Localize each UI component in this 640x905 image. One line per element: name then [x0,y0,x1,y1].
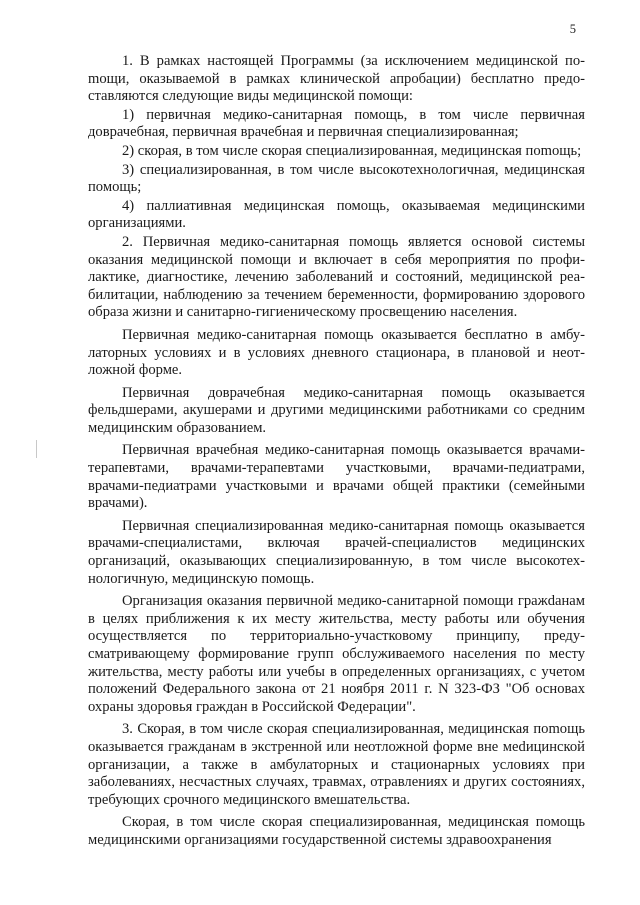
paragraph-pre-doctor-care: Первичная доврачебная медико-санитарная помощь оказывается фельдшерами, акушерами и другими медицинскими работниками со средним медицинским образованием. [88,384,585,436]
paragraph-specialist-care: Первичная специализированная медико-санитарная помощь оказывается врачами-специалистами, включая врачей-специалистов медицинских организаций, оказывающих специализированную, в том числе высокотехнологичную, медицинскую помощь. [88,517,585,587]
paragraph-program-scope: 1. В рамках настоящей Программы (за исключением медицинской поmощи, оказываемой в рамках клинической апробации) бесплатно предоставляются следующие виды медицинской помощи: [88,53,585,105]
paragraph-care-organization: Организация оказания первичной медико-санитарной помощи гражdанам в целях приближения к их месту жительства, месту работы или обучения осуществляется по территориально-участковому принципу, предусматривающему формирование групп обслуживаемого населения по месту жительства, месту работы или учебы в определенных организациях, с учетом положений Федерального закона от 21 ноября 2011 г. N 323-ФЗ "Об основах охраны здоровья граждан в Российской Федерации". [88,593,585,715]
paragraph-emergency-care-continued: Скорая, в том числе скорая специализированная, медицинская помощь медицинскими организациями государственной системы здравоохранения [88,814,585,848]
document-body [88,53,585,851]
paragraph-doctor-care: Первичная врачебная медико-санитарная помощь оказывается врачами-терапевтами, врачами-терапевтами участковыми, врачами-педиатрами, врачами-педиатрами участковыми и врачами общей практики (семейными врачами). [88,442,585,512]
page-number: 5 [569,22,576,36]
list-item-primary-care: 1) первичная медико-санитарная помощь, в том числе первичная доврачебная, первичная врачебная и первичная специализированная; [88,106,585,141]
margin-scan-mark [36,440,37,458]
list-item-palliative-care: 4) паллиативная медицинская помощь, оказываемая медицинскими организациями. [88,197,585,232]
paragraph-emergency-care: 3. Скорая, в том числе скорая специализированная, медицинская поmощь оказывается гражданам в экстренной или неотложной форме вне меdицинской организации, а также в амбулаторных и стационарных условиях при заболеваниях, несчастных случаях, травмах, отравлениях и других состояниях, требующих срочного медицинского вмешательства. [88,721,585,808]
list-item-specialized-care: 3) специализированная, в том числе высокотехнологичная, медицинская помощь; [88,161,585,196]
paragraph-primary-care-basis: 2. Первичная медико-санитарная помощь является основой системы оказания медицинской помощи и включает в себя мероприятия по профилактике, диагностике, лечению заболеваний и состояний, медицинской реабилитации, наблюдению за течением беременности, формированию здорового образа жизни и санитарно-гигиеническому просвещению населения. [88,233,585,321]
paragraph-primary-care-free: Первичная медико-санитарная помощь оказывается бесплатно в амбулаторных условиях и в условиях дневного стационара, в плановой и неотложной форме. [88,326,585,379]
list-item-emergency-care: 2) скорая, в том числе скорая специализированная, медицинская поmощь; [122,142,582,159]
